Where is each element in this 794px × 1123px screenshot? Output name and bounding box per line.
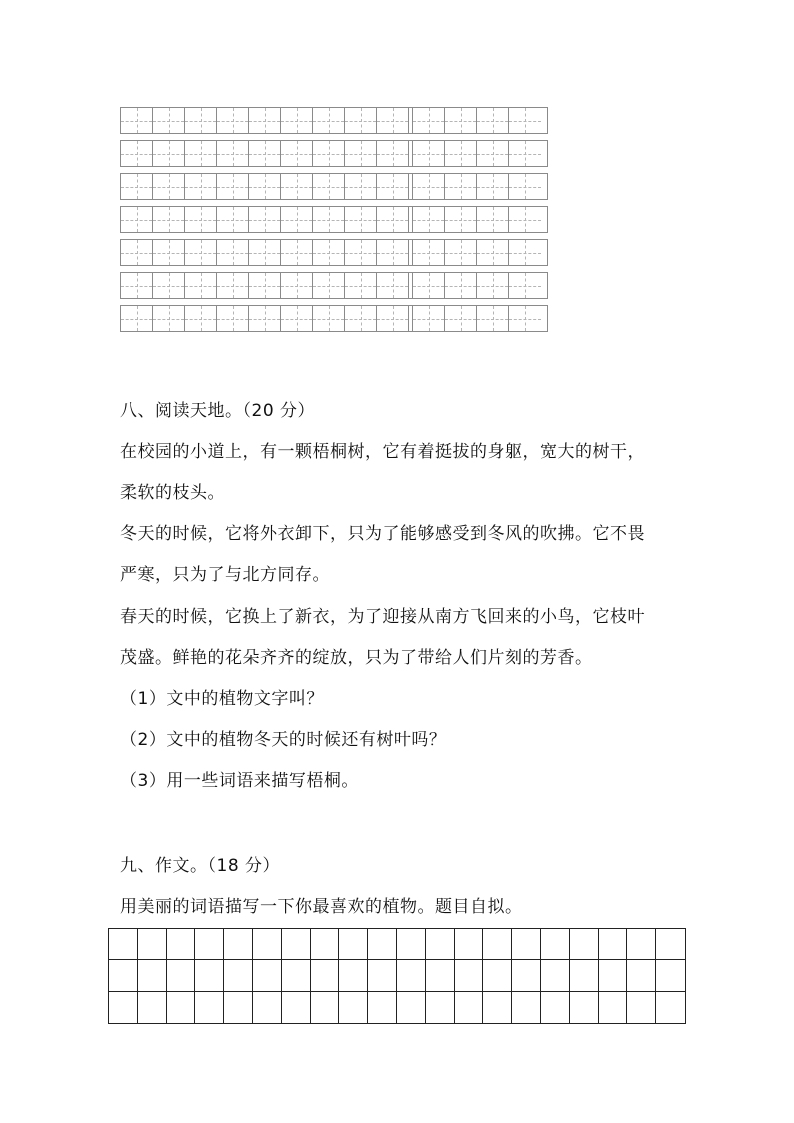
- composition-cell[interactable]: [397, 960, 426, 991]
- composition-cell[interactable]: [656, 960, 685, 991]
- composition-instruction: 用美丽的词语描写一下你最喜欢的植物。题目自拟。: [120, 897, 523, 917]
- passage-line: 严寒，只为了与北方同存。: [120, 565, 330, 585]
- composition-cell[interactable]: [253, 929, 282, 960]
- composition-cell[interactable]: [570, 929, 599, 960]
- composition-cell[interactable]: [195, 929, 224, 960]
- composition-cell[interactable]: [483, 992, 512, 1023]
- composition-cell[interactable]: [397, 992, 426, 1023]
- composition-cell[interactable]: [483, 929, 512, 960]
- tian-zi-ge-row: [120, 206, 548, 233]
- composition-cell[interactable]: [368, 960, 397, 991]
- composition-cell[interactable]: [253, 992, 282, 1023]
- composition-cell[interactable]: [397, 929, 426, 960]
- section-8-heading: 八、阅读天地。（20 分）: [120, 401, 316, 421]
- composition-cell[interactable]: [455, 992, 484, 1023]
- passage-line: 在校园的小道上，有一颗梧桐树，它有着挺拔的身躯，宽大的树干，: [120, 442, 645, 462]
- composition-cell[interactable]: [195, 992, 224, 1023]
- tian-zi-ge-row: [120, 107, 548, 134]
- composition-cell[interactable]: [627, 929, 656, 960]
- composition-cell[interactable]: [339, 960, 368, 991]
- composition-cell[interactable]: [138, 929, 167, 960]
- composition-cell[interactable]: [339, 929, 368, 960]
- tian-zi-ge-row: [120, 140, 548, 167]
- composition-cell[interactable]: [599, 960, 628, 991]
- composition-cell[interactable]: [311, 929, 340, 960]
- composition-cell[interactable]: [483, 960, 512, 991]
- composition-cell[interactable]: [627, 992, 656, 1023]
- composition-cell[interactable]: [512, 929, 541, 960]
- question-2: （2）文中的植物冬天的时候还有树叶吗？: [120, 730, 447, 750]
- composition-cell[interactable]: [656, 992, 685, 1023]
- composition-cell[interactable]: [368, 992, 397, 1023]
- composition-cell[interactable]: [541, 960, 570, 991]
- composition-cell[interactable]: [195, 960, 224, 991]
- passage-line: 茂盛。鲜艳的花朵齐齐的绽放，只为了带给人们片刻的芳香。: [120, 648, 593, 668]
- composition-cell[interactable]: [426, 929, 455, 960]
- composition-cell[interactable]: [426, 992, 455, 1023]
- composition-cell[interactable]: [138, 960, 167, 991]
- composition-cell[interactable]: [541, 929, 570, 960]
- passage-line: 柔软的枝头。: [120, 483, 225, 503]
- composition-cell[interactable]: [224, 992, 253, 1023]
- composition-cell[interactable]: [224, 929, 253, 960]
- composition-cell[interactable]: [253, 960, 282, 991]
- tian-zi-ge-row: [120, 173, 548, 200]
- composition-cell[interactable]: [426, 960, 455, 991]
- composition-cell[interactable]: [570, 960, 599, 991]
- composition-cell[interactable]: [512, 992, 541, 1023]
- passage-line: 冬天的时候，它将外衣卸下，只为了能够感受到冬风的吹拂。它不畏: [120, 524, 645, 544]
- composition-cell[interactable]: [311, 992, 340, 1023]
- composition-cell[interactable]: [282, 929, 311, 960]
- composition-cell[interactable]: [368, 929, 397, 960]
- composition-cell[interactable]: [109, 929, 138, 960]
- composition-cell[interactable]: [138, 992, 167, 1023]
- tian-zi-ge-row: [120, 239, 548, 266]
- composition-cell[interactable]: [109, 992, 138, 1023]
- composition-cell[interactable]: [455, 960, 484, 991]
- passage-line: 春天的时候，它换上了新衣，为了迎接从南方飞回来的小鸟，它枝叶: [120, 607, 645, 627]
- composition-cell[interactable]: [541, 992, 570, 1023]
- composition-cell[interactable]: [512, 960, 541, 991]
- composition-cell[interactable]: [311, 960, 340, 991]
- composition-cell[interactable]: [167, 992, 196, 1023]
- composition-cell[interactable]: [570, 992, 599, 1023]
- question-3: （3）用一些词语来描写梧桐。: [120, 771, 359, 791]
- composition-cell[interactable]: [339, 992, 368, 1023]
- composition-cell[interactable]: [282, 960, 311, 991]
- composition-grid[interactable]: [108, 928, 686, 1024]
- section-9-heading: 九、作文。（18 分）: [120, 856, 281, 876]
- composition-cell[interactable]: [599, 929, 628, 960]
- question-1: （1）文中的植物文字叫？: [120, 689, 324, 709]
- composition-cell[interactable]: [627, 960, 656, 991]
- composition-cell[interactable]: [282, 992, 311, 1023]
- composition-cell[interactable]: [109, 960, 138, 991]
- tian-zi-ge-row: [120, 305, 548, 332]
- composition-cell[interactable]: [167, 929, 196, 960]
- composition-cell[interactable]: [167, 960, 196, 991]
- composition-cell[interactable]: [656, 929, 685, 960]
- composition-cell[interactable]: [455, 929, 484, 960]
- composition-cell[interactable]: [599, 992, 628, 1023]
- composition-cell[interactable]: [224, 960, 253, 991]
- tian-zi-ge-row: [120, 272, 548, 299]
